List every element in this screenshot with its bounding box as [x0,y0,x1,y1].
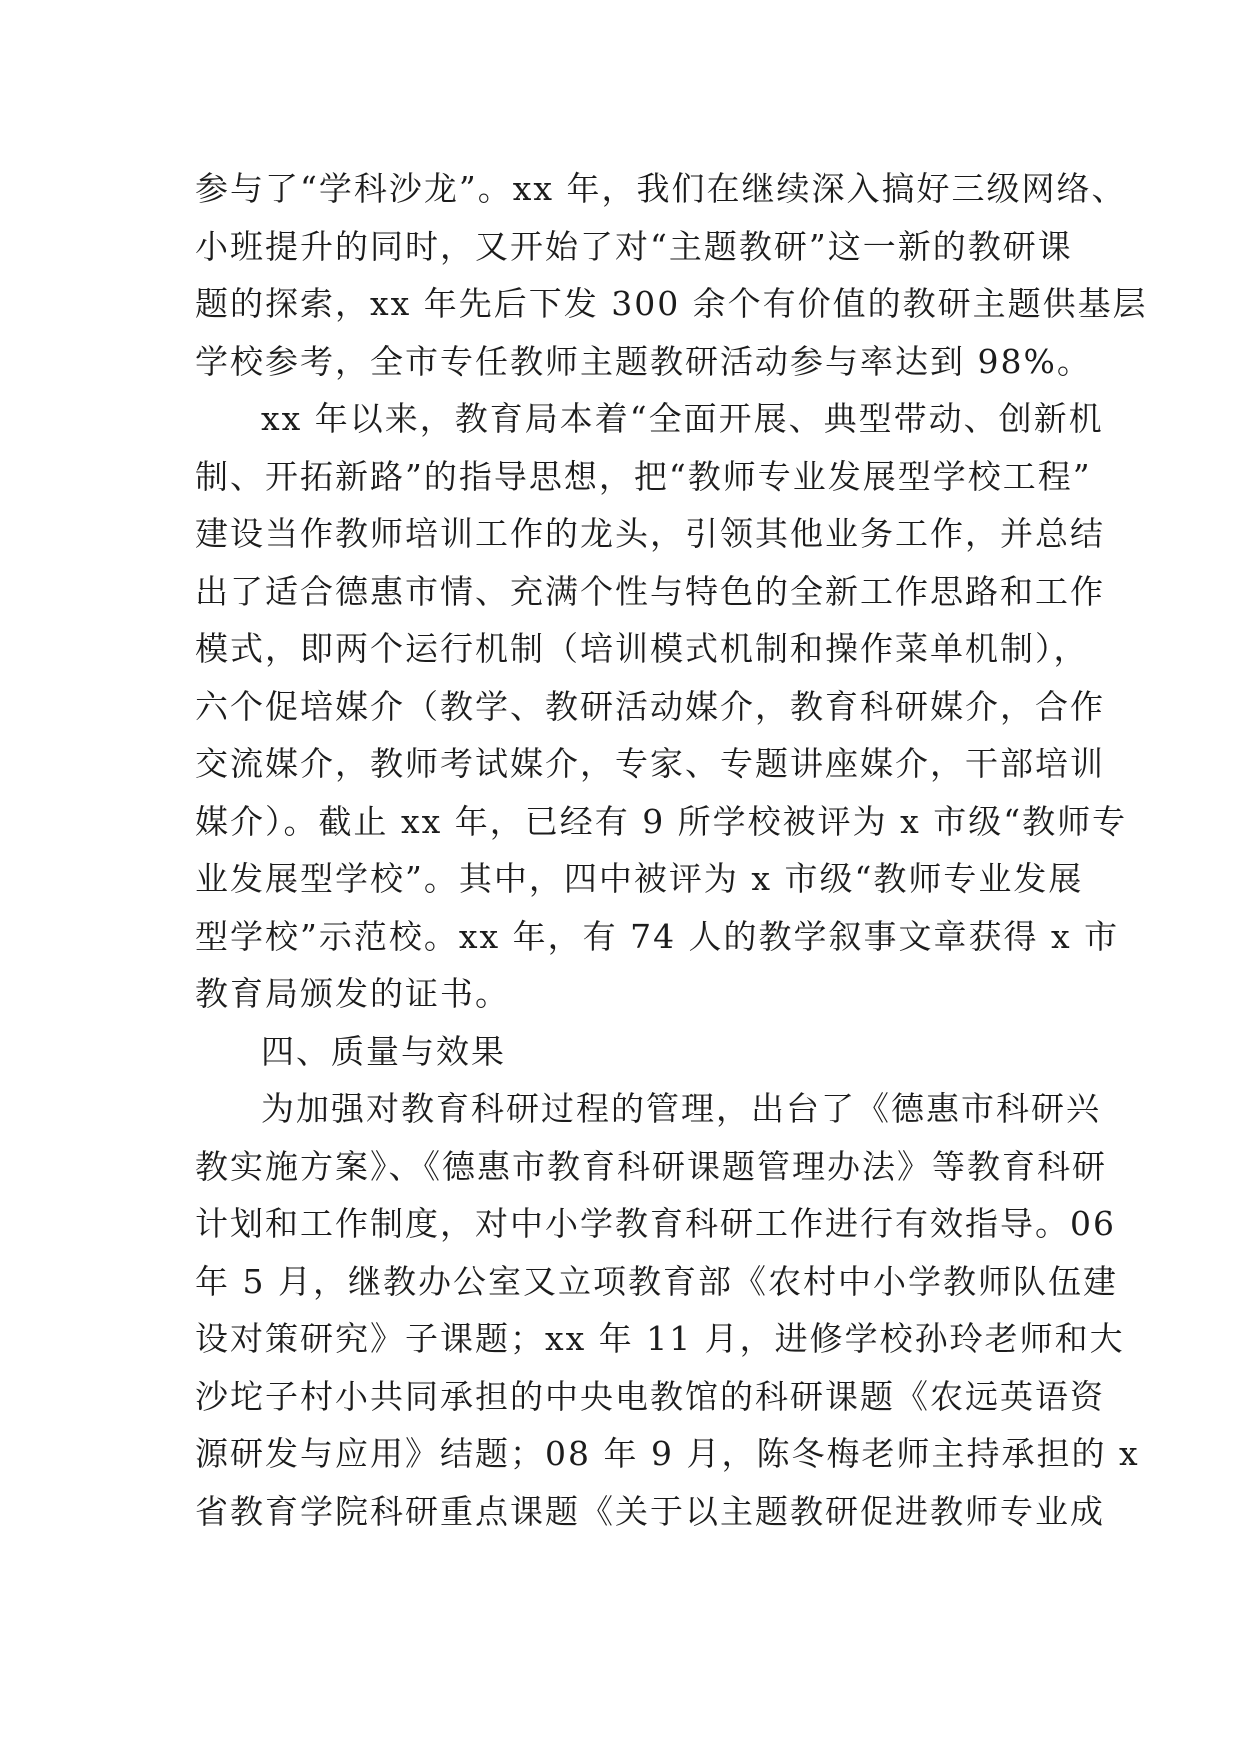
text-line: 业发展型学校”。其中，四中被评为 x 市级“教师专业发展 [195,859,1084,898]
heading-line: 四、质量与效果 [261,1031,506,1071]
text-line: 小班提升的同时，又开始了对“主题教研”这一新的教研课 [195,226,1073,266]
text-line: 出了适合德惠市情、充满个性与特色的全新工作思路和工作 [195,571,1105,611]
text-line: 为加强对教育科研过程的管理，出台了《德惠市科研兴 [261,1089,1101,1128]
text-line: 型学校”示范校。xx 年，有 74 人的教学叙事文章获得 x 市 [195,916,1120,956]
text-line: 沙坨子村小共同承担的中央电教馆的科研课题《农远英语资 [195,1376,1105,1416]
text-line: 交流媒介，教师考试媒介，专家、专题讲座媒介，干部培训 [195,744,1105,783]
section-heading [195,1023,1055,1081]
text-line: 模式，即两个运行机制（培训模式机制和操作菜单机制）， [195,629,1089,668]
paragraph-1 [195,160,1148,390]
text-line: 媒介）。截止 xx 年，已经有 9 所学校被评为 x 市级“教师专 [195,801,1128,841]
body-text [195,160,1148,1540]
text-line: 省教育学院科研重点课题《关于以主题教研促进教师专业成 [195,1491,1105,1531]
text-line: 教实施方案》、《德惠市教育科研课题管理办法》等教育科研 [195,1146,1107,1186]
text-line: 年 5 月，继教办公室又立项教育部《农村中小学教师队伍建 [195,1261,1118,1301]
text-line: 源研发与应用》结题；08 年 9 月，陈冬梅老师主持承担的 x [195,1434,1140,1473]
text-line: 制、开拓新路”的指导思想，把“教师专业发展型学校工程” [195,456,1092,496]
text-line: 学校参考，全市专任教师主题教研活动参与率达到 98%。 [195,341,1092,381]
paragraph-3 [195,1080,1140,1540]
text-line: xx 年以来，教育局本着“全面开展、典型带动、创新机 [261,399,1104,438]
text-line: 题的探索，xx 年先后下发 300 余个有价值的教研主题供基层 [195,284,1148,323]
paragraph-2 [195,390,1128,1023]
text-line: 建设当作教师培训工作的龙头，引领其他业务工作，并总结 [195,514,1105,553]
text-line: 计划和工作制度，对中小学教育科研工作进行有效指导。06 [195,1204,1116,1243]
text-line: 六个促培媒介（教学、教研活动媒介，教育科研媒介，合作 [195,686,1105,726]
text-line: 教育局颁发的证书。 [195,974,510,1013]
text-line: 设对策研究》子课题；xx 年 11 月，进修学校孙玲老师和大 [195,1319,1125,1358]
text-line: 参与了“学科沙龙”。xx 年，我们在继续深入搞好三级网络、 [195,169,1127,208]
